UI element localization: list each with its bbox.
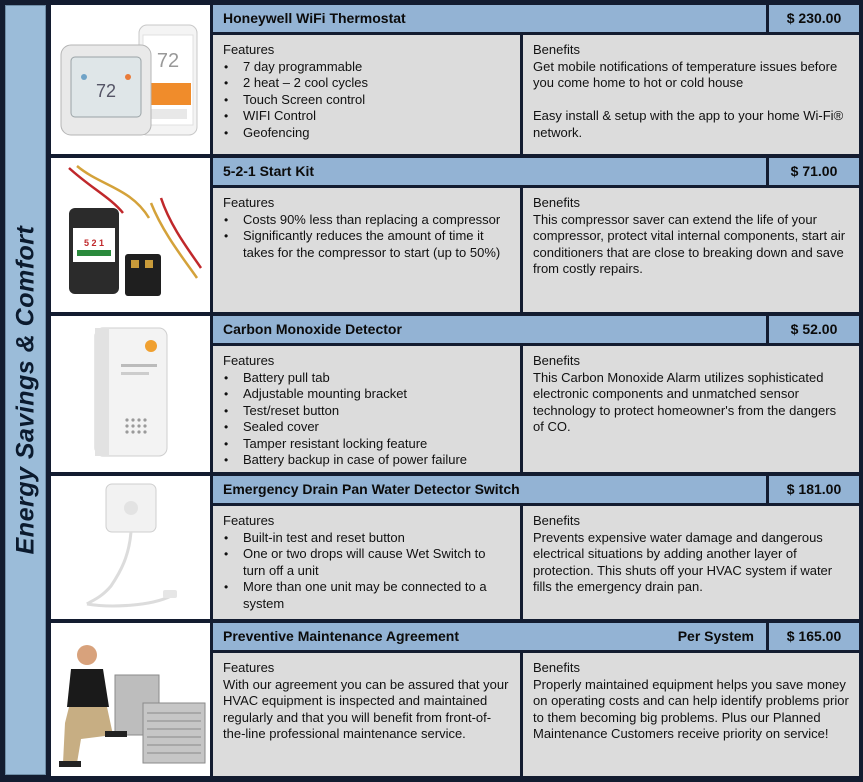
benefit-text: Properly maintained equipment helps you save money on operating costs and can help identify problems prior to them becoming big problems. Plus our Planned Maintenance Customers receive priority on service! <box>533 676 849 741</box>
feature-item: • WIFI Control <box>223 108 510 125</box>
feature-item: • 2 heat – 2 cool cycles <box>223 75 510 92</box>
product-price: $ 52.00 <box>769 316 859 343</box>
features-list <box>223 59 510 142</box>
feature-item: • Costs 90% less than replacing a compressor <box>223 212 510 229</box>
feature-item: • Adjustable mounting bracket <box>223 386 510 403</box>
feature-item: • One or two drops will cause Wet Switch to turn off a unit <box>223 546 510 579</box>
product-price: $ 71.00 <box>769 158 859 185</box>
per-system-label: Per System <box>677 628 754 644</box>
feature-item: • Built-in test and reset button <box>223 530 510 547</box>
features-list <box>223 530 510 613</box>
kit-label-number: 5 2 1 <box>83 238 105 248</box>
features-panel <box>213 653 520 776</box>
features-panel <box>213 346 520 472</box>
benefits-heading: Benefits <box>533 353 580 368</box>
technician-image <box>51 623 210 776</box>
features-panel <box>213 35 520 154</box>
features-heading: Features <box>223 660 275 675</box>
feature-item: • More than one unit may be connected to a system <box>223 579 510 612</box>
feature-item: • Battery pull tab <box>223 370 510 387</box>
benefit-text: Easy install & setup with the app to your home Wi-Fi® network. <box>533 108 844 140</box>
product-co-detector <box>51 316 859 472</box>
benefit-text: Get mobile notifications of temperature issues before you come home to hot or cold house <box>533 58 838 90</box>
product-price: $ 230.00 <box>769 5 859 32</box>
benefits-heading: Benefits <box>533 513 580 528</box>
benefits-heading: Benefits <box>533 42 580 57</box>
benefits-heading: Benefits <box>533 660 580 675</box>
features-heading: Features <box>223 195 275 210</box>
co-detector-image <box>51 316 210 472</box>
features-panel <box>213 506 520 619</box>
benefits-panel <box>523 188 859 312</box>
feature-item: • Geofencing <box>223 125 510 142</box>
features-heading: Features <box>223 42 275 57</box>
product-drain-pan-switch <box>51 476 859 619</box>
benefit-text: This Carbon Monoxide Alarm utilizes sophisticated electronic components and unmatched sensor technology to protect homeowner's from the dangers of CO. <box>533 369 837 434</box>
sidebar-title: Energy Savings & Comfort <box>11 225 39 555</box>
feature-item: • Tamper resistant locking feature <box>223 436 510 453</box>
product-title-text: Preventive Maintenance Agreement <box>223 628 460 644</box>
benefits-panel <box>523 653 859 776</box>
start-kit-image <box>51 158 210 312</box>
benefit-text: This compressor saver can extend the life of your compressor, protect vital internal components, start air conditioners that are close to breaking down and save from costly repairs. <box>533 211 846 276</box>
product-thermostat <box>51 5 859 154</box>
features-text: With our agreement you can be assured that your HVAC equipment is inspected and maintained regularly and that you will benefit from front-of-the-line professional maintenance service. <box>223 676 509 741</box>
features-list <box>223 212 510 262</box>
benefits-heading: Benefits <box>533 195 580 210</box>
feature-item: • Test/reset button <box>223 403 510 420</box>
product-title: 5-2-1 Start Kit <box>213 158 766 185</box>
feature-item: • Touch Screen control <box>223 92 510 109</box>
product-maintenance-agreement <box>51 623 859 776</box>
phone-temperature: 72 <box>156 50 180 72</box>
water-detector-image <box>51 476 210 619</box>
product-price: $ 165.00 <box>769 623 859 650</box>
feature-item: • 7 day programmable <box>223 59 510 76</box>
product-title: Emergency Drain Pan Water Detector Switch <box>213 476 766 503</box>
features-list <box>223 370 510 469</box>
features-panel <box>213 188 520 312</box>
features-heading: Features <box>223 353 275 368</box>
benefits-panel <box>523 506 859 619</box>
product-title: Carbon Monoxide Detector <box>213 316 766 343</box>
product-title <box>213 623 766 650</box>
benefits-panel <box>523 35 859 154</box>
thermostat-temperature: 72 <box>95 81 117 101</box>
product-price: $ 181.00 <box>769 476 859 503</box>
thermostat-image <box>51 5 210 154</box>
features-heading: Features <box>223 513 275 528</box>
benefit-text: Prevents expensive water damage and dangerous electrical situations by adding another layer of protection. This shuts off your HVAC system if water fills the emergency drain pan. <box>533 529 833 594</box>
feature-item: • Sealed cover <box>223 419 510 436</box>
feature-item: • Significantly reduces the amount of time it takes for the compressor to start (up to 50%) <box>223 228 510 261</box>
product-start-kit <box>51 158 859 312</box>
benefits-panel <box>523 346 859 472</box>
feature-item: • Battery backup in case of power failure <box>223 452 510 469</box>
sidebar <box>5 5 46 775</box>
product-title: Honeywell WiFi Thermostat <box>213 5 766 32</box>
